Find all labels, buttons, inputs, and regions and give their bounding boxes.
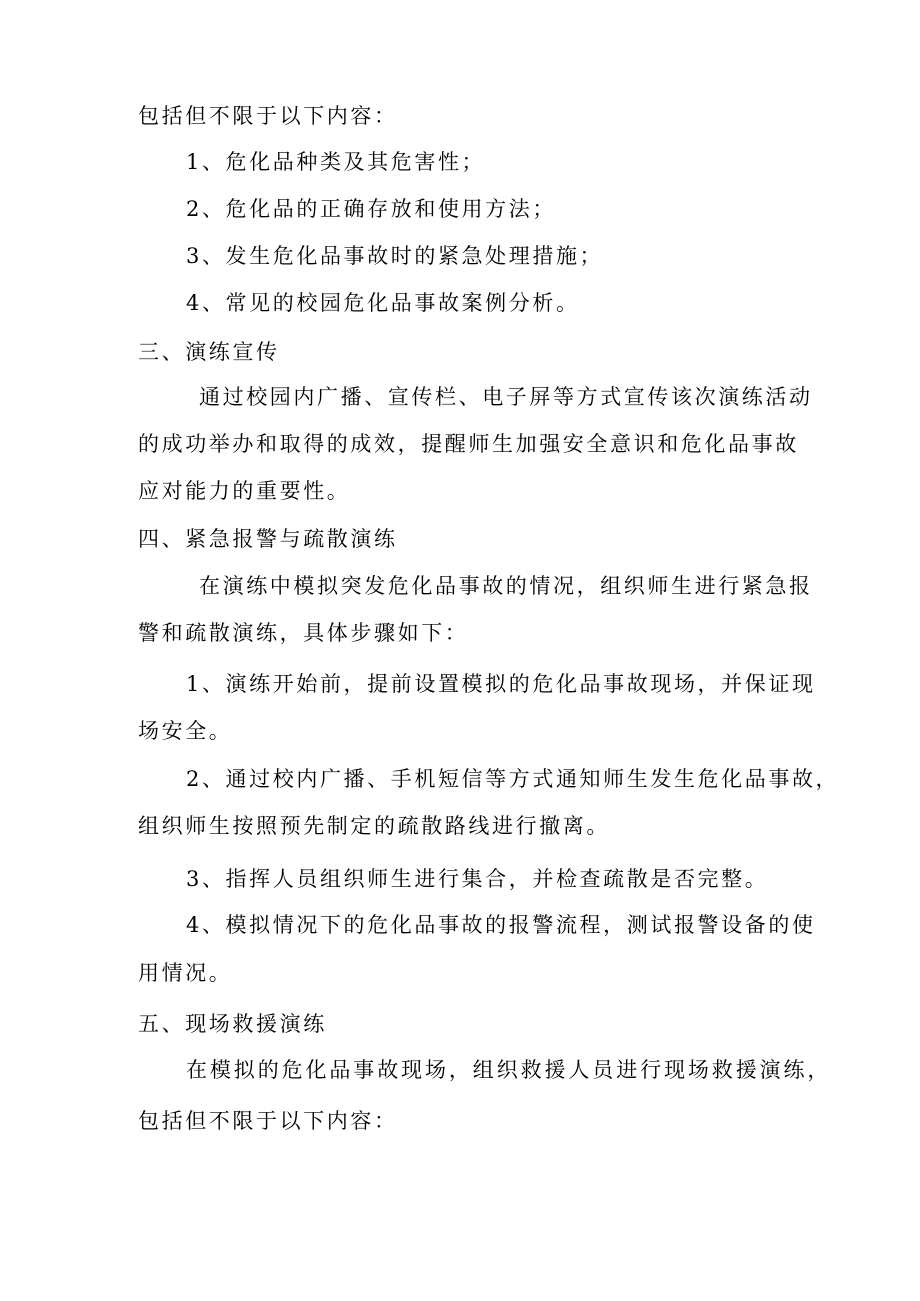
list-item: 1、演练开始前，提前设置模拟的危化品事故现场，并保证现 xyxy=(186,672,816,696)
section-heading: 三、演练宣传 xyxy=(138,340,280,364)
list-item-continuation: 场安全。 xyxy=(138,719,233,743)
paragraph-line: 通过校园内广播、宣传栏、电子屏等方式宣传该次演练活动 xyxy=(199,385,813,409)
section-heading: 五、现场救援演练 xyxy=(138,1012,327,1036)
paragraph-line: 在演练中模拟突发危化品事故的情况，组织师生进行紧急报 xyxy=(199,574,813,598)
list-item: 2、通过校内广播、手机短信等方式通知师生发生危化品事故， xyxy=(186,767,840,791)
section-heading: 四、紧急报警与疏散演练 xyxy=(138,527,398,551)
paragraph-line: 的成功举办和取得的成效，提醒师生加强安全意识和危化品事故 xyxy=(138,432,799,456)
list-item: 4、常见的校园危化品事故案例分析。 xyxy=(186,291,580,315)
list-item: 1、危化品种类及其危害性； xyxy=(186,150,486,174)
list-item-continuation: 用情况。 xyxy=(138,961,233,985)
list-item: 3、指挥人员组织师生进行集合，并检查疏散是否完整。 xyxy=(186,867,769,891)
list-item: 2、危化品的正确存放和使用方法； xyxy=(186,197,556,221)
paragraph-line: 警和疏散演练，具体步骤如下： xyxy=(138,621,469,645)
paragraph-line: 包括但不限于以下内容： xyxy=(138,1109,398,1133)
list-item-continuation: 组织师生按照预先制定的疏散路线进行撤离。 xyxy=(138,814,610,838)
paragraph-line: 在模拟的危化品事故现场，组织救援人员进行现场救援演练， xyxy=(186,1058,832,1082)
list-item: 4、模拟情况下的危化品事故的报警流程，测试报警设备的使 xyxy=(186,913,816,937)
list-item: 3、发生危化品事故时的紧急处理措施； xyxy=(186,244,604,268)
paragraph-line: 应对能力的重要性。 xyxy=(138,479,351,503)
paragraph-line: 包括但不限于以下内容： xyxy=(138,104,398,128)
